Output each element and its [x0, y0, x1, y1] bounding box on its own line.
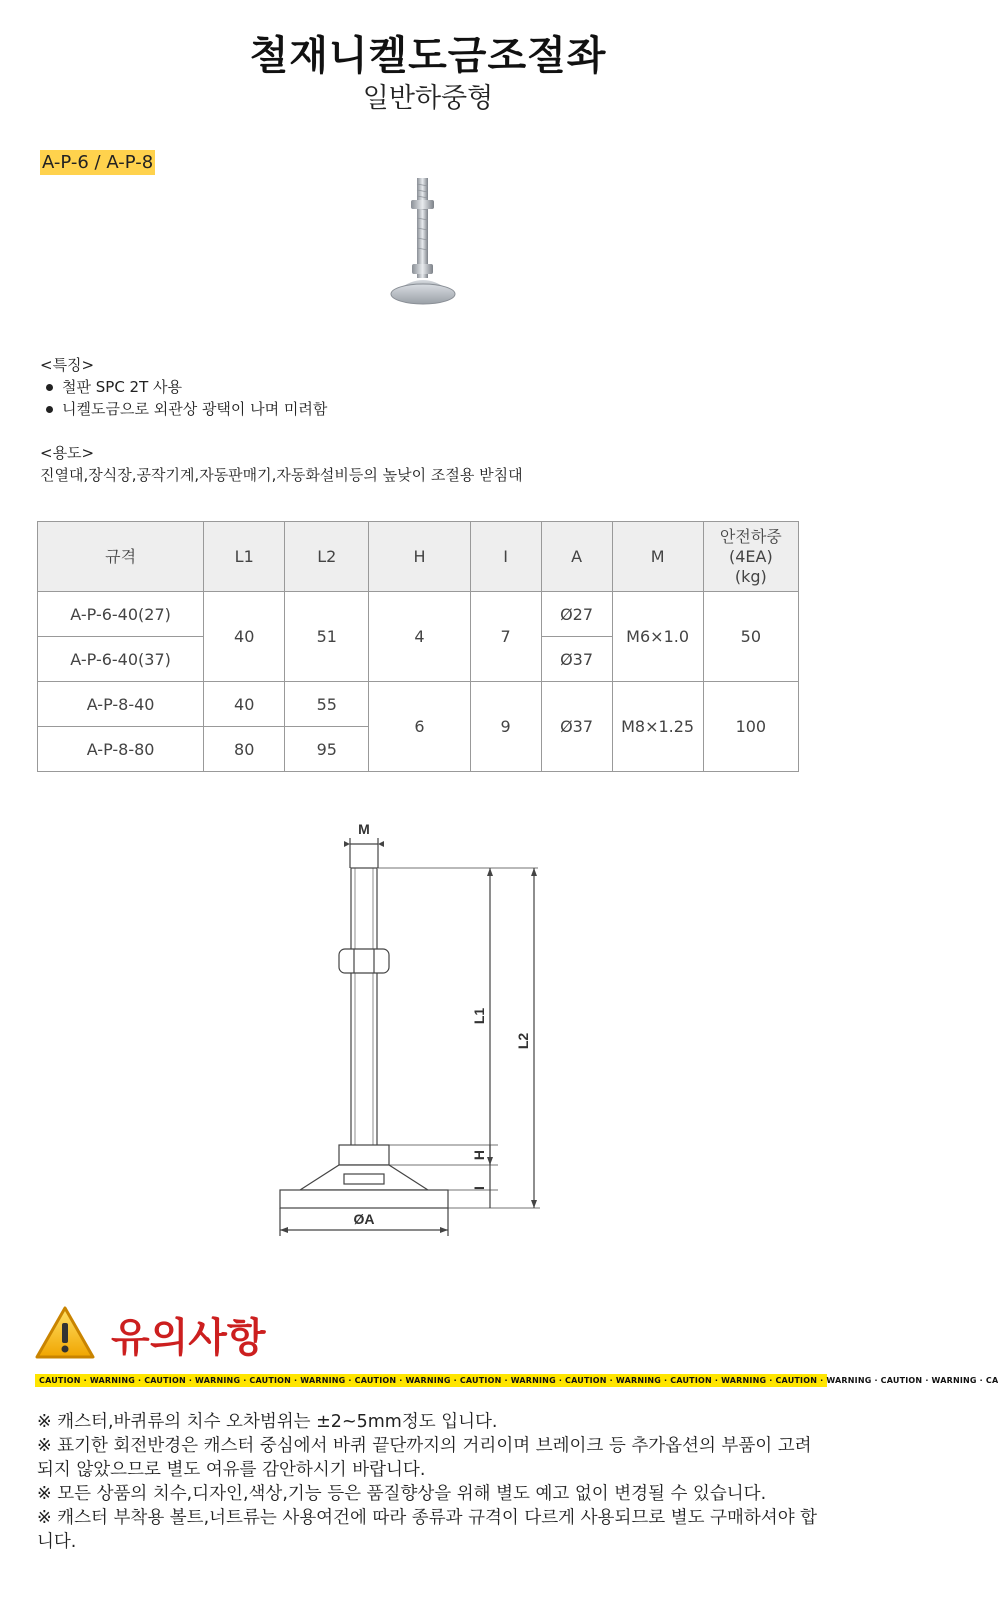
- cell-a: Ø37: [541, 637, 612, 682]
- cell-model: A-P-8-80: [38, 727, 204, 772]
- cell-i: 7: [470, 592, 541, 682]
- model-tag: A-P-6 / A-P-8: [42, 152, 154, 173]
- feature-item: 니켈도금으로 외관상 광택이 나며 미려함: [40, 398, 327, 420]
- dim-label-m: M: [358, 821, 370, 837]
- note-item: ※ 표기한 회전반경은 캐스터 중심에서 바퀴 끝단까지의 거리이며 브레이크 등 추가옵션의 부품이 고려되지 않았으므로 별도 여유를 감안하시기 바랍니다.: [37, 1436, 812, 1480]
- cell-load: 100: [703, 682, 798, 772]
- feature-item: 철판 SPC 2T 사용: [40, 376, 327, 398]
- cell-l2: 55: [285, 682, 369, 727]
- page-title: 철재니켈도금조절좌: [249, 33, 607, 79]
- cell-l1: 80: [204, 727, 285, 772]
- column-header: L1: [204, 522, 285, 592]
- cell-model: A-P-6-40(27): [38, 592, 204, 637]
- cell-l1: 40: [204, 682, 285, 727]
- product-image: [388, 178, 458, 312]
- cell-a: Ø37: [541, 682, 612, 772]
- spec-table: [37, 521, 799, 772]
- cell-model: A-P-8-40: [38, 682, 204, 727]
- dim-label-a: ØA: [353, 1211, 375, 1227]
- column-header: I: [470, 522, 541, 592]
- column-header: H: [369, 522, 470, 592]
- features-heading: <특징>: [40, 356, 95, 374]
- note-item: ※ 모든 상품의 치수,디자인,색상,기능 등은 품질향상을 위해 별도 예고 없이 변경될 수 있습니다.: [37, 1484, 767, 1504]
- dim-label-l1: L1: [471, 1007, 487, 1025]
- column-header: L2: [285, 522, 369, 592]
- usage-text: 진열대,장식장,공작기계,자동판매기,자동화설비등의 높낮이 조절용 받침대: [40, 466, 523, 484]
- cell-m: M8×1.25: [612, 682, 703, 772]
- cell-load: 50: [703, 592, 798, 682]
- column-header: 안전하중 (4EA) (kg): [703, 522, 798, 592]
- dim-label-i: I: [471, 1186, 487, 1190]
- column-header: A: [541, 522, 612, 592]
- column-header: M: [612, 522, 703, 592]
- cell-h: 4: [369, 592, 470, 682]
- cell-l2: 95: [285, 727, 369, 772]
- usage-heading: <용도>: [40, 444, 95, 462]
- dim-label-h: H: [471, 1149, 487, 1161]
- cell-l1: 40: [204, 592, 285, 682]
- cell-h: 6: [369, 682, 470, 772]
- column-header: 규격: [38, 522, 204, 592]
- cell-model: A-P-6-40(37): [38, 637, 204, 682]
- dim-label-l2: L2: [515, 1032, 531, 1050]
- cell-i: 9: [470, 682, 541, 772]
- page-subtitle: 일반하중형: [362, 83, 494, 114]
- table-header-row: [38, 522, 799, 592]
- features-section: [40, 354, 327, 420]
- usage-section: [40, 442, 523, 486]
- caution-notes: [37, 1410, 827, 1554]
- cell-a: Ø27: [541, 592, 612, 637]
- dimension-diagram: [278, 816, 578, 1256]
- cell-l2: 51: [285, 592, 369, 682]
- caution-title: 유의사항: [111, 1315, 266, 1361]
- note-item: ※ 캐스터,바퀴류의 치수 오차범위는 ±2~5mm정도 입니다.: [37, 1412, 498, 1432]
- warning-icon: [34, 1305, 96, 1361]
- table-row: [38, 592, 799, 637]
- caution-band: CAUTION · WARNING · CAUTION · WARNING · CAUTION · WARNING · CAUTION · WARNING · CAUTION · WARNING · CAUTION · WARNING · CAUTION · WARNING · CAUTION · WARNING · CAUTION · WARNING · CA: [35, 1374, 827, 1387]
- table-row: [38, 682, 799, 727]
- cell-m: M6×1.0: [612, 592, 703, 682]
- note-item: ※ 캐스터 부착용 볼트,너트류는 사용여건에 따라 종류과 규격이 다르게 사용되므로 별도 구매하셔야 합니다.: [37, 1508, 818, 1552]
